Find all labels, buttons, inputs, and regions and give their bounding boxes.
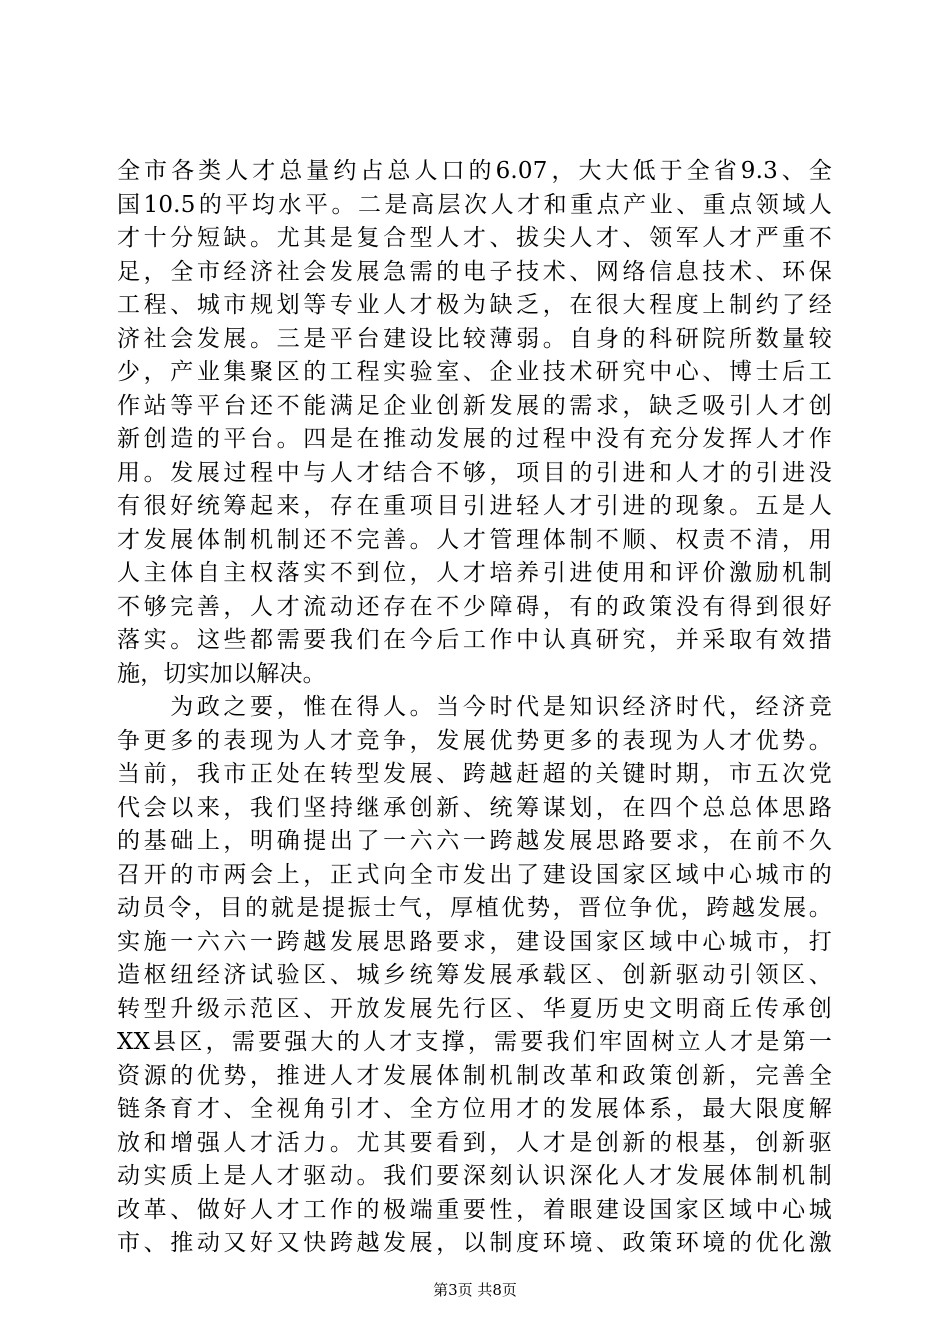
text-line: 动实质上是人才驱动。我们要深刻认识深化人才发展体制机制 xyxy=(117,1163,832,1189)
text-line: 放和增强人才活力。尤其要看到，人才是创新的根基，创新驱 xyxy=(117,1129,832,1156)
text-line: 少，产业集聚区的工程实验室、企业技术研究中心、博士后工 xyxy=(117,359,832,385)
text-line: 代会以来，我们坚持继承创新、统筹谋划，在四个总总体思路 xyxy=(117,794,832,821)
text-line: 落实。这些都需要我们在今后工作中认真研究，并采取有效措 xyxy=(117,627,832,653)
text-line: 国10.5的平均水平。二是高层次人才和重点产业、重点领域人 xyxy=(117,191,832,218)
text-line: 人主体自主权落实不到位，人才培养引进使用和评价激励机制 xyxy=(117,560,832,586)
text-line: 作站等平台还不能满足企业创新发展的需求，缺乏吸引人才创 xyxy=(117,392,832,419)
text-line: 动员令，目的就是提振士气，厚植优势，晋位争优，跨越发展。 xyxy=(117,895,832,921)
text-line: 为政之要，惟在得人。当今时代是知识经济时代，经济竞 xyxy=(117,694,832,720)
text-line: 召开的市两会上，正式向全市发出了建设国家区域中心城市的 xyxy=(117,861,832,888)
text-line: 新创造的平台。四是在推动发展的过程中没有充分发挥人才作 xyxy=(117,426,832,452)
text-line: 链条育才、全视角引才、全方位用才的发展体系，最大限度解 xyxy=(117,1096,832,1122)
text-line: 才十分短缺。尤其是复合型人才、拔尖人才、领军人才严重不 xyxy=(117,225,832,251)
text-line: 施，切实加以解决。 xyxy=(117,660,326,687)
text-line: 实施一六六一跨越发展思路要求，建设国家区域中心城市，打 xyxy=(117,928,832,955)
text-line: 有很好统筹起来，存在重项目引进轻人才引进的现象。五是人 xyxy=(117,493,832,519)
text-line: 改革、做好人才工作的极端重要性，着眼建设国家区域中心城 xyxy=(117,1196,832,1223)
text-line: 工程、城市规划等专业人才极为缺乏，在很大程度上制约了经 xyxy=(117,292,832,318)
text-line: 才发展体制机制还不完善。人才管理体制不顺、权责不清，用 xyxy=(117,526,832,553)
text-line: 造枢纽经济试验区、城乡统筹发展承载区、创新驱动引领区、 xyxy=(117,962,832,988)
text-line: 市、推动又好又快跨越发展，以制度环境、政策环境的优化激 xyxy=(117,1230,832,1256)
text-line: 全市各类人才总量约占总人口的6.07，大大低于全省9.3、全 xyxy=(117,158,832,184)
text-line: 济社会发展。三是平台建设比较薄弱。自身的科研院所数量较 xyxy=(117,325,832,352)
text-line: 用。发展过程中与人才结合不够，项目的引进和人才的引进没 xyxy=(117,459,832,486)
body-text xyxy=(117,155,832,1261)
text-line: 的基础上，明确提出了一六六一跨越发展思路要求，在前不久 xyxy=(117,828,832,854)
text-line: 足，全市经济社会发展急需的电子技术、网络信息技术、环保 xyxy=(117,258,832,285)
text-line: 争更多的表现为人才竞争，发展优势更多的表现为人才优势。 xyxy=(117,727,832,754)
page-number-footer: 第3页 共8页 xyxy=(433,1281,517,1299)
text-line: 转型升级示范区、开放发展先行区、华夏历史文明商丘传承创 xyxy=(117,995,832,1022)
text-line: 资源的优势，推进人才发展体制机制改革和政策创新，完善全 xyxy=(117,1062,832,1089)
text-line: 当前，我市正处在转型发展、跨越赶超的关键时期，市五次党 xyxy=(117,761,832,787)
text-line: XX县区，需要强大的人才支撑，需要我们牢固树立人才是第一 xyxy=(117,1029,832,1055)
text-line: 不够完善，人才流动还存在不少障碍，有的政策没有得到很好 xyxy=(117,593,832,620)
